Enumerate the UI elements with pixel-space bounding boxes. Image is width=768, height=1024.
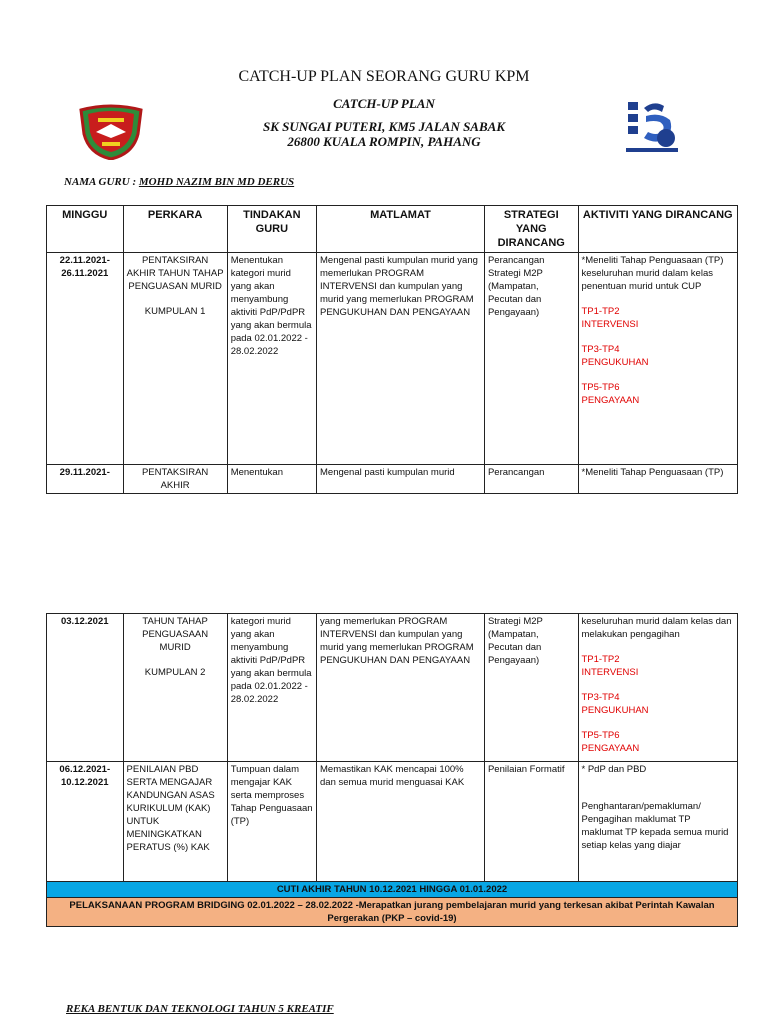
cell-tindakan: Tumpuan dalam mengajar KAK serta memproses Tahap Penguasaan (TP)	[227, 762, 316, 882]
aktiviti-detail: Penghantaran/pemakluman/ Pengagihan maklumat TP maklumat TP kepada semua murid setiap kelas yang diajar	[581, 801, 729, 851]
cell-minggu: 29.11.2021-	[47, 465, 124, 494]
header-aktiviti: AKTIVITI YANG DIRANCANG	[578, 206, 738, 253]
table-row	[47, 253, 738, 465]
cell-perkara	[123, 614, 227, 762]
school-line-1: SK SUNGAI PUTERI, KM5 JALAN SABAK	[262, 119, 505, 134]
aktiviti-text: * PdP dan PBD	[581, 764, 647, 775]
cell-matlamat: Memastikan KAK mencapai 100% dan semua murid menguasai KAK	[317, 762, 485, 882]
school-crest-logo	[78, 104, 144, 160]
tp-program: PENGAYAAN	[581, 743, 640, 754]
table-row	[47, 614, 738, 762]
tp-level: TP5-TP6	[581, 382, 620, 393]
header-strategi: STRATEGI YANG DIRANCANG	[484, 206, 578, 253]
cell-strategi: Strategi M2P (Mampatan, Pecutan dan Pengayaan)	[484, 614, 578, 762]
cell-perkara: PENTAKSIRAN AKHIR	[123, 465, 227, 494]
tp-program: PENGUKUHAN	[581, 357, 649, 368]
aktiviti-text: *Meneliti Tahap Penguasaan (TP) keseluruhan murid dalam kelas penentuan murid untuk CUP	[581, 255, 724, 292]
cell-perkara: PENILAIAN PBD SERTA MENGAJAR KANDUNGAN ASAS KURIKULUM (KAK) UNTUK MENINGKATKAN PERATUS (%) KAK	[123, 762, 227, 882]
document-subtitle: CATCH-UP PLAN	[333, 96, 435, 111]
cell-strategi: Perancangan	[484, 465, 578, 494]
cell-matlamat: Mengenal pasti kumpulan murid yang memerlukan PROGRAM INTERVENSI dan kumpulan yang murid yang memerlukan PROGRAM PENGUKUHAN DAN PENGAYAAN	[317, 253, 485, 465]
cuti-banner: CUTI AKHIR TAHUN 10.12.2021 HINGGA 01.01.2022	[47, 882, 738, 898]
tp-program: PENGUKUHAN	[581, 705, 649, 716]
cell-strategi: Penilaian Formatif	[484, 762, 578, 882]
table-header-row	[47, 206, 738, 253]
tp-program: INTERVENSI	[581, 667, 639, 678]
tp-program: INTERVENSI	[581, 319, 639, 330]
perkara-group: KUMPULAN 2	[144, 667, 206, 678]
cell-minggu: 06.12.2021- 10.12.2021	[47, 762, 124, 882]
school-line-2: 26800 KUALA ROMPIN, PAHANG	[287, 134, 481, 149]
header-perkara: PERKARA	[123, 206, 227, 253]
aktiviti-text: keseluruhan murid dalam kelas dan melakukan pengagihan	[581, 616, 732, 640]
table-row	[47, 762, 738, 882]
header-matlamat: MATLAMAT	[317, 206, 485, 253]
cell-aktiviti	[578, 614, 738, 762]
tp-level: TP5-TP6	[581, 730, 620, 741]
catch-up-table-part1	[46, 205, 738, 494]
cell-aktiviti	[578, 762, 738, 882]
cell-tindakan: Menentukan	[227, 465, 316, 494]
header-minggu: MINGGU	[47, 206, 124, 253]
table-row	[47, 465, 738, 494]
cell-minggu: 03.12.2021	[47, 614, 124, 762]
tp-level: TP3-TP4	[581, 344, 620, 355]
teacher-name: MOHD NAZIM BIN MD DERUS	[138, 176, 295, 188]
tp-level: TP1-TP2	[581, 306, 620, 317]
teacher-label: NAMA GURU :	[64, 176, 139, 188]
cell-matlamat: Mengenal pasti kumpulan murid	[317, 465, 485, 494]
perkara-text: PENTAKSIRAN AKHIR TAHUN TAHAP PENGUASAN MURID	[126, 255, 224, 292]
tp-level: TP1-TP2	[581, 654, 620, 665]
header-tindakan: TINDAKAN GURU	[227, 206, 316, 253]
cuti-row	[47, 882, 738, 898]
cell-strategi: Perancangan Strategi M2P (Mampatan, Pecutan dan Pengayaan)	[484, 253, 578, 465]
bridging-banner: PELAKSANAAN PROGRAM BRIDGING 02.01.2022 – 28.02.2022 -Merapatkan jurang pembelajaran murid yang terkesan akibat Perintah Kawalan Pergerakan (PKP – covid-19)	[47, 898, 738, 927]
document-title: CATCH-UP PLAN SEORANG GURU KPM	[238, 68, 530, 85]
cell-aktiviti: *Meneliti Tahap Penguasaan (TP)	[578, 465, 738, 494]
cell-tindakan: Menentukan kategori murid yang akan menyambung aktiviti PdP/PdPR yang akan bermula pada 02.01.2022 - 28.02.2022	[227, 253, 316, 465]
perkara-text: TAHUN TAHAP PENGUASAAN MURID	[142, 616, 209, 653]
bridging-row	[47, 898, 738, 927]
tp-level: TP3-TP4	[581, 692, 620, 703]
teacher-name-line	[64, 176, 294, 188]
ksp-25-logo	[624, 98, 680, 154]
cell-aktiviti	[578, 253, 738, 465]
cell-perkara	[123, 253, 227, 465]
cell-minggu: 22.11.2021- 26.11.2021	[47, 253, 124, 465]
perkara-group: KUMPULAN 1	[144, 306, 206, 317]
cell-matlamat: yang memerlukan PROGRAM INTERVENSI dan kumpulan yang murid yang memerlukan PROGRAM PENGUKUHAN DAN PENGAYAAN	[317, 614, 485, 762]
tp-program: PENGAYAAN	[581, 395, 640, 406]
footer-subject-title: REKA BENTUK DAN TEKNOLOGI TAHUN 5 KREATIF	[66, 1003, 334, 1015]
cell-tindakan: kategori murid yang akan menyambung aktiviti PdP/PdPR yang akan bermula pada 02.01.2022 - 28.02.2022	[227, 614, 316, 762]
catch-up-table-part2	[46, 613, 738, 927]
